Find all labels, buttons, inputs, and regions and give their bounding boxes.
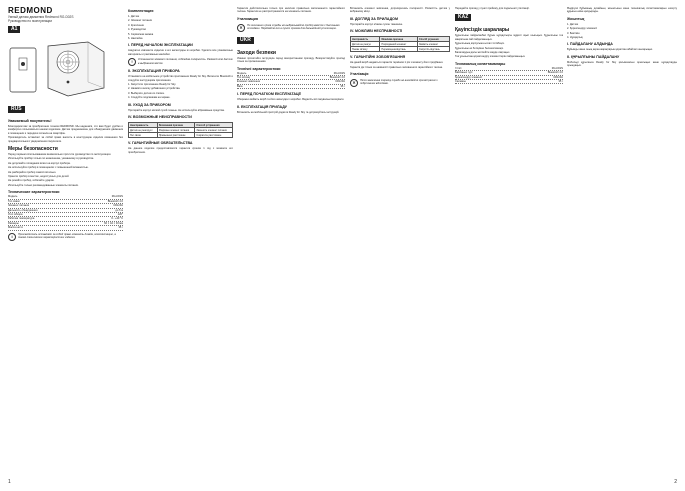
table-header: Способ устранения [195,123,233,128]
column-4 [350,6,450,89]
spec-value: Bluetooth 4.0 [329,76,345,80]
spec-key: Үлгісі [455,66,462,70]
paragraph: Обережно вийміть виріб та його аксесуари з коробки. Видаліть всі пакувальні матеріали. [237,98,345,102]
column-2 [128,6,233,155]
troubleshooting-table [350,36,450,52]
greeting-heading: Уважаемый покупатель! [8,119,52,123]
kit-item: 1. Датчик [567,22,579,26]
table-header: Несправність [351,37,380,42]
spec-value: 120° [117,212,123,216]
safety-heading: Қауіпсіздік шаралары [455,27,510,34]
table-cell: Датчик не реагирует [129,128,158,133]
section-heading: IV. ВОЗМОЖНЫЕ НЕИСПРАВНОСТИ [128,115,192,120]
spec-key: Елемент живлення [237,80,260,84]
spec-value: Bluetooth 4.0 [107,199,123,203]
paragraph: Протирайте корпус мягкой сухой тканью. Не используйте абразивные средства. [128,108,225,112]
brand-logo: REDMOND [8,6,53,15]
safety-item: Не используйте прибор в помещениях с повышенной влажностью. [8,166,89,170]
section-heading: I. ПЕРЕД НАЧАЛОМ ЭКСПЛУАТАЦИИ [128,43,193,48]
page-number-left: 1 [8,479,11,485]
troubleshooting-table [128,122,233,138]
safety-item: Используйте прибор только по назначению, указанному в руководстве. [8,157,94,161]
spec-key: Угол обзора [8,212,23,216]
spec-key: Тип связи [8,199,20,203]
recycle-bin-icon: ✕ [350,79,358,87]
note-text: По окончании срока службы не выбрасывайте прибор вместе с бытовыми отходами. Передайте его в пункт приема для дальнейшей утилизации. [247,23,340,31]
paragraph: Передайте прилад у пункт прийому для подальшої утилізації. [455,7,530,10]
kit-item: 2. Элемент питания [128,19,152,23]
manual-subtitle: Руководство по эксплуатации [8,19,52,23]
paragraph: Мобильді құрылғыға Ready for Sky қосымшасын орнатыңыз және нұсқауларды орындаңыз. [567,60,677,68]
spec-key: Байланыс түрі [455,71,473,75]
kit-heading: Комплектация [128,9,154,13]
paragraph: Протирайте корпус м'якою сухою тканиною. [350,22,403,26]
motion-sensor-icon [8,38,108,100]
kit-item: 3. Бекіткіш [567,31,580,35]
spec-value: Bluetooth 4.0 [547,71,563,75]
note-text: Установите элемент питания, соблюдая полярность. Разместите датчик в выбранном месте. [138,58,233,65]
section-heading: V. ГАРАНТІЙНІ ЗОБОВ'ЯЗАННЯ [350,55,406,60]
table-cell: Перевищена відстань [380,47,418,52]
spec-value: 35 г [118,226,123,230]
column-5 [455,6,563,84]
kit-item: 2. Қоректендіру элементі [567,27,598,31]
spec-key: Модель [8,195,18,199]
paragraph: Уважно прочитайте інструкцію перед використанням приладу. Використовуйте прилад тільки за призначенням. [237,56,345,64]
spec-value: 35 г [558,80,563,84]
kit-item: 4. Руководство [128,28,147,32]
table-header: Можлива причина [380,37,418,42]
section-heading: II. ЭКСПЛУАТАЦИЯ ПРИБОРА [128,69,180,74]
spec-key: Рабочая температура [8,217,35,221]
note [350,79,450,87]
intro-paragraph: Благодарим вас за приобретение техники REDMOND. Мы надеемся, что вам будет удобно и комфортно пользоваться нашим изделием. Датчик предназначен для обнаружения движения в помещении и передачи сигнала на смартфон. [8,125,123,135]
kit-item: 1. Датчик [128,15,140,18]
table-header: Возможная причина [157,123,195,128]
spec-value: RG-D02S [551,66,563,70]
spec-row [237,85,345,89]
spec-key: Дальность обнаружения [8,208,38,212]
table-cell: Розряджений елемент [380,42,418,47]
kit-item: 4. Нұсқаулық [567,36,583,40]
step: 2. Нажмите кнопку добавления устройства. [128,87,181,91]
warning-icon: ! [128,58,136,66]
spec-key: Масса нетто [8,226,23,230]
section-heading: V. ГАРАНТИЙНЫЕ ОБЯЗАТЕЛЬСТВА [128,141,193,146]
spec-key: Қоректендіру элементі [455,75,483,79]
spec-value: до 5 м [115,208,123,212]
figure-label: A1 [8,26,20,33]
step: 1. Запустите приложение Ready for Sky. [128,83,177,87]
section-heading: І. ПЕРЕД ПОЧАТКОМ ЕКСПЛУАТАЦІЇ [237,92,301,97]
spec-value: 60 × 44 × 33 мм [104,221,123,225]
column-6 [567,6,677,69]
safety-item: Құрылғыны өз бетіңізше бөлшектемеңіз. [455,46,504,50]
paragraph: Аккуратно извлеките изделие и его аксессуары из коробки. Удалите все упаковочные материалы и рекламные наклейки. [128,49,233,56]
paragraph: Встановіть елемент живлення, дотримуючись полярності. Розмістіть датчик у вибраному місці. [350,7,450,14]
table-header: Спосіб усунення [417,37,449,42]
spec-key: Модель [237,71,247,75]
safety-item: Құрылғының корпусына ылғал тигізбеңіз. [455,42,505,46]
paragraph: Бұйымды және оның керек-жарақтарын қораптан абайлап шығарыңыз. [567,48,653,52]
page-number-right: 2 [674,479,677,485]
spec-value: CR123A [553,75,563,79]
specs-heading: Технічні характеристики [237,66,281,71]
intro-paragraph-2: Производитель оставляет за собой право вносить в конструкцию изделия изменения без предварительного уведомления покупателя. [8,136,123,143]
section-heading: Утилізація [350,72,369,77]
safety-item: Используйте только рекомендованные элементы питания. [8,183,79,187]
spec-key: Элемент питания [8,204,30,208]
column-1 [8,6,123,243]
paragraph: Гарантия действительна только при наличии правильно заполненного гарантийного талона. Гарантия не распространяется на элементы питания. [237,7,345,14]
step: 4. Следуйте подсказкам на экране. [128,96,171,100]
table-cell: Скоротіть відстань [417,47,449,52]
table-cell: Превышено расстояние [157,133,195,138]
paragraph: На даний виріб надається гарантія терміном 1 рік з моменту його придбання. [350,61,444,65]
safety-item: Балалардың қолы жетпейтін жерде сақтаңыз. [455,51,510,55]
product-title: Умный датчик движения Redmond RG-D02S [8,15,74,19]
kit-item: 6. Наклейка [128,37,143,41]
spec-key: Размеры [8,221,19,225]
spec-key: Вага [237,84,243,88]
safety-item: Не разбирайте прибор самостоятельно. [8,170,57,174]
note [128,58,233,66]
lang-badge-kaz: KAZ [455,14,471,21]
safety-item: Не роняйте прибор, избегайте ударов. [8,179,55,183]
table-cell: Сократите расстояние [195,133,233,138]
spec-value: RG-D02S [333,71,345,75]
section-heading: І. ПАЙДАЛАНУ АЛДЫНДА [567,42,613,47]
note-text: Производитель оставляет за собой право изменять дизайн, комплектацию, а также технические характеристики изделия. [18,232,116,239]
section-heading: Утилизация [237,16,258,21]
note [237,24,345,32]
step: 3. Выберите датчик из списка. [128,91,165,95]
table-cell: Разряжен элемент питания [157,128,195,133]
spec-value: 0...+40 °С [111,217,123,221]
paragraph: Встановіть на мобільний пристрій додаток Ready for Sky та дотримуйтесь інструкцій. [237,110,340,114]
info-icon: i [8,233,16,241]
safety-item: Храните прибор в местах, недоступных для детей. [8,175,70,179]
spec-key: Тип зв'язку [237,76,251,80]
spec-value: 35 г [340,84,345,88]
spec-value: CR123A [113,204,123,208]
safety-heading: Заходи безпеки [237,49,276,56]
table-cell: Немає зв'язку [351,47,380,52]
section-heading: ІІІ. ДОГЛЯД ЗА ПРИЛАДОМ [350,16,398,21]
lang-badge-rus: RUS [8,106,25,113]
table-cell: Нет связи [129,133,158,138]
device-illustration [8,38,108,100]
note-text: Після закінчення терміну служби не викидайте прилад разом з побутовими відходами. [360,79,438,86]
column-3 [237,6,345,115]
table-row [351,47,450,52]
paragraph: Установите на мобильное устройство приложение Ready for Sky. Включите Bluetooth и следуйте инструкциям приложения. [128,75,233,82]
paragraph: Өндіруші бұйымның дизайнын, жиынтығын және техникалық сипаттамаларын өзгерту құқығын өзіне қалдырады. [567,7,677,14]
specs-heading: Техникалық сипаттамалары [455,61,506,66]
section-heading: IV. МОЖЛИВІ НЕСПРАВНОСТІ [350,29,403,34]
spec-row [8,226,123,230]
note [8,233,123,241]
table-cell: Замените элемент питания [195,128,233,133]
recycle-bin-icon: ✕ [237,24,245,32]
spec-key: Салмағы [455,80,466,84]
table-cell: Замініть елемент [417,42,449,47]
spec-value: CR123A [335,80,345,84]
table-cell: Датчик не реагує [351,42,380,47]
safety-item: Не допускайте попадания влаги на корпус прибора. [8,161,71,165]
kit-heading: Жиынтық [567,16,585,21]
spec-row [455,80,563,84]
paragraph: Құрылғыны пайдаланбас бұрын нұсқаулықты мұқият оқып шығыңыз. Құрылғыны тек мақсатына сай пайдаланыңыз. [455,34,563,41]
section-heading: III. УХОД ЗА ПРИБОРОМ [128,102,171,107]
specs-heading: Технические характеристики [8,190,60,195]
safety-heading: Меры безопасности [8,146,58,153]
paragraph: Гарантія діє тільки за наявності правильно заповненого гарантійного талона. [350,65,443,69]
spec-value: RG-D02S [111,195,123,199]
safety-item: Тек ұсынылған қоректендіру элементтерін пайдаланыңыз. [455,55,526,59]
table-header: Неисправность [129,123,158,128]
section-heading: ІІ. ЕКСПЛУАТАЦІЯ ПРИЛАДУ [237,104,288,109]
kit-item: 3. Крепление [128,23,144,27]
table-row [129,133,233,138]
lang-badge-ukr: UKR [237,37,254,44]
section-heading: ІІ. ҚҰРЫЛҒЫНЫ ПАЙДАЛАНУ [567,54,620,59]
paragraph: На данное изделие предоставляется гарантия сроком 1 год с момента его приобретения. [128,147,233,154]
safety-item: Перед первым использованием внимательно прочтите руководство по эксплуатации. [8,153,112,157]
kit-item: 5. Сервисная книжка [128,32,154,36]
